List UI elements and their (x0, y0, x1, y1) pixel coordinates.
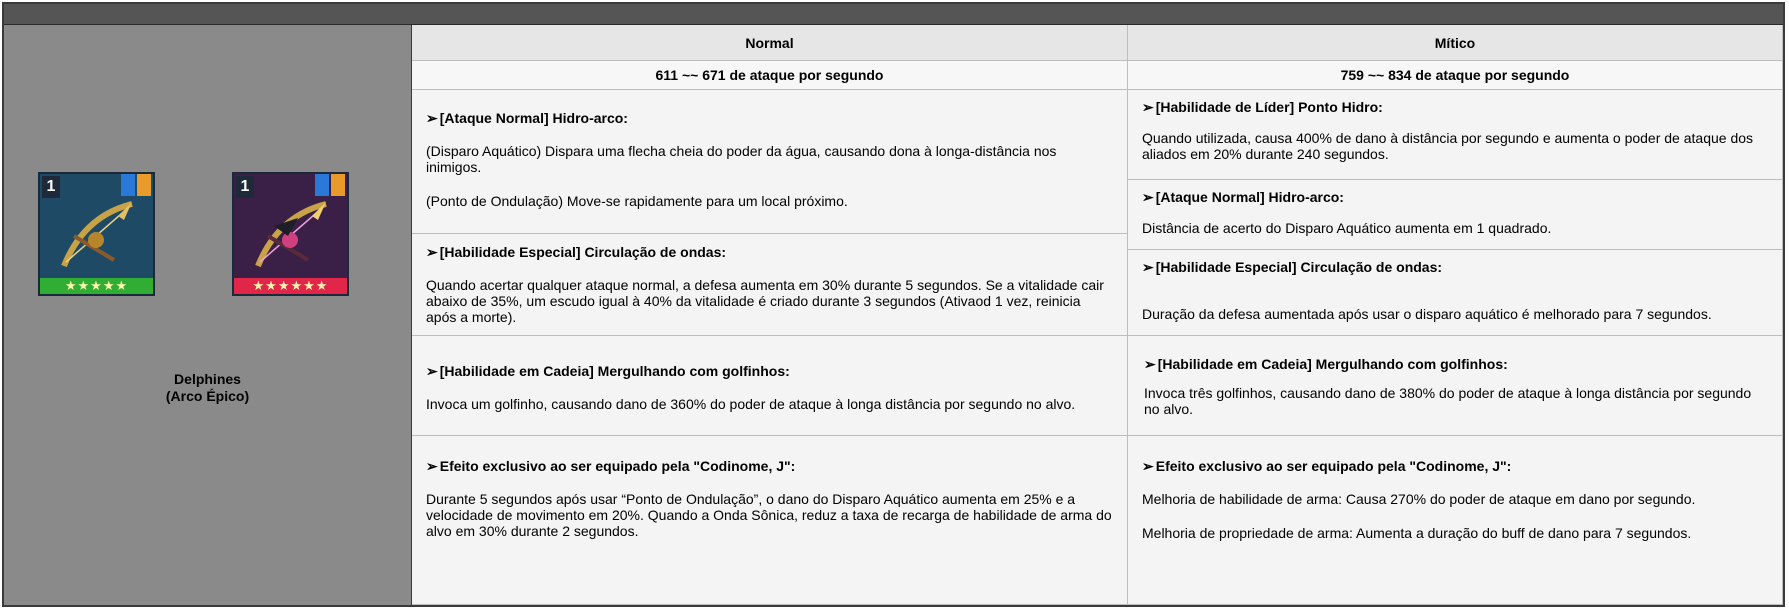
weapon-type: (Arco Épico) (165, 388, 250, 404)
skill-description: Duração da defesa aumentada após usar o disparo aquático é melhorado para 7 segundos. (1142, 306, 1712, 322)
arrow-icon: ➢ (426, 244, 438, 260)
skill-title-text: [Ataque Normal] Hidro-arco: (439, 110, 628, 126)
weapon-icon-mythic (232, 172, 349, 296)
skill-title (426, 363, 1113, 380)
skill-description: Durante 5 segundos após usar “Ponto de Ondulação”, o dano do Disparo Aquático aumenta em 25% e a velocidade de movimento em 20%. Quando a Onda Sônica, reduz a taxa de recarga de habilidade de arma do alvo em 30% durante 2 segundos. (426, 491, 1112, 539)
arrow-icon: ➢ (426, 458, 438, 474)
skill-title (1142, 458, 1768, 475)
star-rating: ★★★★★ (40, 278, 153, 294)
skill-description: Quando acertar qualquer ataque normal, a defesa aumenta em 30% durante 5 segundos. Se a vitalidade cair abaixo de 35%, um escudo igual à 40% da vitalidade é criado durante 3 segundos (Ativaod 1 vez, reinicia após a morte). (426, 277, 1104, 325)
skill-title-text: [Ataque Normal] Hidro-arco: (1155, 189, 1344, 205)
weapon-title: Delphines (174, 371, 241, 387)
weapon-name (4, 371, 411, 405)
skill-description: Distância de acerto do Disparo Aquático aumenta em 1 quadrado. (1142, 220, 1552, 236)
normal-basic-attack (412, 90, 1128, 234)
skill-title (1142, 99, 1768, 116)
skill-title (1142, 189, 1768, 206)
skill-title-text: Efeito exclusivo ao ser equipado pela "Codinome, J": (439, 458, 796, 474)
skill-title-text: [Habilidade em Cadeia] Mergulhando com golfinhos: (439, 363, 790, 379)
skill-title-text: Efeito exclusivo ao ser equipado pela "Codinome, J": (1155, 458, 1512, 474)
skill-description: Quando utilizada, causa 400% de dano à distância por segundo e aumenta o poder de ataque dos aliados em 20% durante 240 segundos. (1142, 130, 1754, 162)
skill-description: (Ponto de Ondulação) Move-se rapidamente para um local próximo. (426, 193, 848, 209)
star-rating: ★★★★★★ (234, 278, 347, 294)
skill-title (1142, 259, 1768, 276)
weapon-icon-normal (38, 172, 155, 296)
column-header-mythic (1128, 25, 1783, 61)
attack-value: 759 ~~ 834 de ataque por segundo (1340, 67, 1570, 83)
bow-icon (248, 196, 336, 276)
arrow-icon: ➢ (426, 110, 438, 126)
bookmark-icon (121, 174, 135, 196)
skill-title (426, 458, 1113, 475)
skill-description: Melhoria de habilidade de arma: Causa 270% do poder de ataque em dano por segundo. (1142, 491, 1696, 507)
skills-grid (412, 25, 1783, 605)
skill-title-text: [Habilidade Especial] Circulação de ondas: (1155, 259, 1443, 275)
skill-title-text: [Habilidade em Cadeia] Mergulhando com golfinhos: (1157, 356, 1508, 372)
mythic-chain-skill (1128, 336, 1783, 436)
normal-chain-skill (412, 336, 1128, 436)
bookmark-icon (315, 174, 329, 196)
weapon-column (4, 25, 412, 605)
skill-title-text: [Habilidade Especial] Circulação de ondas: (439, 244, 727, 260)
normal-special-skill (412, 234, 1128, 336)
weapon-level-badge: 1 (236, 176, 254, 198)
mythic-special-skill (1128, 250, 1783, 336)
normal-exclusive-effect (412, 436, 1128, 605)
skill-description: Invoca um golfinho, causando dano de 360% do poder de ataque à longa distância por segundo no alvo. (426, 396, 1076, 412)
skill-title (1144, 356, 1768, 373)
column-header-label: Normal (745, 35, 794, 51)
column-header-label: Mítico (1434, 35, 1476, 51)
attack-normal (412, 61, 1128, 90)
arrow-icon: ➢ (1144, 356, 1156, 372)
table-top-bar (4, 4, 1783, 25)
column-header-normal (412, 25, 1128, 61)
weapon-level-badge: 1 (42, 176, 60, 198)
arrow-icon: ➢ (1142, 99, 1154, 115)
weapon-table (2, 2, 1785, 607)
skill-description: Invoca três golfinhos, causando dano de 380% do poder de ataque à longa distância por segundo no alvo. (1144, 385, 1752, 417)
skill-title-text: [Habilidade de Líder] Ponto Hidro: (1155, 99, 1383, 115)
mythic-basic-attack (1128, 180, 1783, 250)
attack-mythic (1128, 61, 1783, 90)
element-icon (331, 174, 345, 196)
skill-title (426, 244, 1113, 261)
arrow-icon: ➢ (1142, 189, 1154, 205)
skill-description: (Disparo Aquático) Dispara uma flecha cheia do poder da água, causando dona à longa-distância nos inimigos. (426, 143, 1057, 175)
arrow-icon: ➢ (426, 363, 438, 379)
element-icon (137, 174, 151, 196)
mythic-exclusive-effect (1128, 436, 1783, 605)
mythic-leader-skill (1128, 90, 1783, 180)
arrow-icon: ➢ (1142, 458, 1154, 474)
attack-value: 611 ~~ 671 de ataque por segundo (655, 67, 884, 83)
bow-icon (54, 196, 142, 276)
skill-title (426, 110, 1113, 127)
arrow-icon: ➢ (1142, 259, 1154, 275)
skill-description: Melhoria de propriedade de arma: Aumenta a duração do buff de dano para 7 segundos. (1142, 525, 1692, 541)
